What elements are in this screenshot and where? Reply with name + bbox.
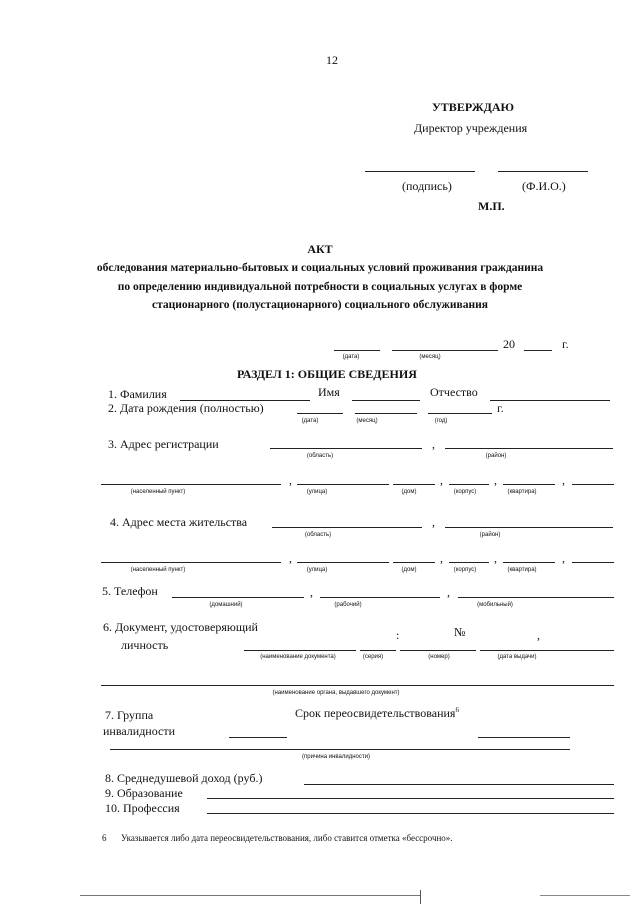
profession-field[interactable] xyxy=(207,813,614,814)
document-issue-date-caption: (дата выдачи) xyxy=(497,654,537,660)
phone-work-field[interactable] xyxy=(320,597,440,598)
document-number-field[interactable] xyxy=(400,650,476,651)
phone-home-field[interactable] xyxy=(172,597,304,598)
live-house-field[interactable] xyxy=(393,562,435,563)
act-year-suffix: г. xyxy=(562,337,569,351)
act-day-line[interactable] xyxy=(334,350,380,351)
surname-label: 1. Фамилия xyxy=(108,387,167,401)
reg-apartment-caption: (квартира) xyxy=(507,489,537,495)
approve-heading: УТВЕРЖДАЮ xyxy=(432,100,515,114)
act-year-line[interactable] xyxy=(524,350,552,351)
phone-work-caption: (рабочий) xyxy=(334,602,362,608)
signature-line[interactable] xyxy=(365,171,475,172)
live-region-caption: (область) xyxy=(304,532,332,538)
stamp-label: М.П. xyxy=(478,199,505,213)
act-day-caption: (дата) xyxy=(342,354,360,360)
reg-comma-2: , xyxy=(289,473,292,487)
live-locality-caption: (населенный пункт) xyxy=(130,567,186,573)
reg-locality-field[interactable] xyxy=(101,484,281,485)
phone-label: 5. Телефон xyxy=(102,584,158,598)
live-building-field[interactable] xyxy=(449,562,489,563)
page-number: 12 xyxy=(326,53,338,67)
director-label: Директор учреждения xyxy=(414,121,528,135)
reg-street-caption: (улица) xyxy=(306,489,328,495)
act-title: АКТ xyxy=(307,242,333,256)
reg-locality-caption: (населенный пункт) xyxy=(130,489,186,495)
document-issuer-field[interactable] xyxy=(101,685,614,686)
phone-comma-1: , xyxy=(310,585,313,599)
reg-region-caption: (область) xyxy=(306,453,334,459)
phone-mobile-caption: (мобильный) xyxy=(477,602,513,608)
live-comma-2: , xyxy=(289,551,292,565)
reexam-label: Срок переосвидетельствования$^6$ xyxy=(295,706,459,720)
document-name-field[interactable] xyxy=(244,650,356,651)
birth-month-caption: (месяц) xyxy=(356,418,378,424)
footnote-number: 6 xyxy=(102,833,107,843)
document-name-caption: (наименование документа) xyxy=(260,654,336,660)
birth-date-label: 2. Дата рождения (полностью) xyxy=(108,401,264,415)
reg-extra-field[interactable] xyxy=(572,484,614,485)
disability-reason-caption: (причина инвалидности) xyxy=(302,754,370,760)
live-street-caption: (улица) xyxy=(306,567,328,573)
document-issuer-caption: (наименование органа, выдавшего документ) xyxy=(272,690,400,696)
document-series-caption: (серия) xyxy=(362,654,384,660)
profession-label: 10. Профессия xyxy=(105,801,180,815)
live-region-field[interactable] xyxy=(272,527,422,528)
disability-group-label-line-1: 7. Группа xyxy=(105,708,154,722)
patronymic-label: Отчество xyxy=(430,385,478,399)
reg-comma-4: , xyxy=(494,473,497,487)
signature-caption: (подпись) xyxy=(402,179,452,193)
document-issue-date-field[interactable] xyxy=(480,650,614,651)
phone-home-caption: (домашний) xyxy=(209,602,243,608)
document-number-sign: № xyxy=(454,625,466,639)
live-house-caption: (дом) xyxy=(401,567,417,573)
reg-district-field[interactable] xyxy=(445,448,613,449)
reg-street-field[interactable] xyxy=(297,484,389,485)
reg-address-label: 3. Адрес регистрации xyxy=(108,437,219,451)
act-month-line[interactable] xyxy=(392,350,498,351)
birth-year-field[interactable] xyxy=(428,413,492,414)
document-number-caption: (номер) xyxy=(428,654,450,660)
education-label: 9. Образование xyxy=(105,786,183,800)
document-label-line-1: 6. Документ, удостоверяющий xyxy=(103,620,258,634)
act-subtitle-line-1: обследования материально-бытовых и социальных условий проживания гражданина xyxy=(96,262,544,274)
name-field[interactable] xyxy=(352,400,420,401)
live-district-caption: (район) xyxy=(479,532,501,538)
reg-comma-3: , xyxy=(440,473,443,487)
birth-year-suffix: г. xyxy=(497,401,504,415)
live-street-field[interactable] xyxy=(297,562,389,563)
live-comma-4: , xyxy=(494,551,497,565)
reg-building-caption: (корпус) xyxy=(453,489,477,495)
live-comma-1: , xyxy=(432,515,435,529)
disability-reason-field[interactable] xyxy=(110,749,570,750)
reg-house-field[interactable] xyxy=(393,484,435,485)
birth-year-caption: (год) xyxy=(434,418,448,424)
document-label-line-2: личность xyxy=(121,638,169,652)
phone-comma-2: , xyxy=(447,585,450,599)
live-locality-field[interactable] xyxy=(101,562,281,563)
document-comma: , xyxy=(537,628,540,642)
live-comma-3: , xyxy=(440,551,443,565)
footnote-ref: 6 xyxy=(455,706,459,714)
reg-comma-1: , xyxy=(432,437,435,451)
live-comma-5: , xyxy=(562,551,565,565)
name-label: Имя xyxy=(318,385,340,399)
birth-day-field[interactable] xyxy=(297,413,343,414)
birth-day-caption: (дата) xyxy=(301,418,319,424)
reg-house-caption: (дом) xyxy=(401,489,417,495)
live-building-caption: (корпус) xyxy=(453,567,477,573)
live-extra-field[interactable] xyxy=(572,562,614,563)
section-title: РАЗДЕЛ 1: ОБЩИЕ СВЕДЕНИЯ xyxy=(237,367,417,381)
phone-mobile-field[interactable] xyxy=(458,597,614,598)
reg-region-field[interactable] xyxy=(270,448,422,449)
document-colon: : xyxy=(396,628,400,642)
disability-group-label-line-2: инвалидности xyxy=(103,724,176,738)
reg-district-caption: (район) xyxy=(485,453,507,459)
disability-group-field[interactable] xyxy=(229,737,287,738)
footnote-text: Указывается либо дата переосвидетельствования, либо ставится отметка «бессрочно». xyxy=(121,833,453,843)
scan-edge-mark xyxy=(420,890,421,904)
income-field[interactable] xyxy=(304,784,614,785)
reg-building-field[interactable] xyxy=(449,484,489,485)
document-series-field[interactable] xyxy=(360,650,396,651)
fio-line[interactable] xyxy=(498,171,588,172)
income-label: 8. Среднедушевой доход (руб.) xyxy=(105,771,263,785)
scan-edge-line-right xyxy=(540,895,630,896)
act-month-caption: (месяц) xyxy=(419,354,441,360)
scan-edge-line xyxy=(80,895,420,896)
fio-caption: (Ф.И.О.) xyxy=(522,179,566,193)
live-address-label: 4. Адрес места жительства xyxy=(110,515,248,529)
reg-comma-5: , xyxy=(562,473,565,487)
education-field[interactable] xyxy=(207,798,614,799)
reg-apartment-field[interactable] xyxy=(503,484,555,485)
live-apartment-caption: (квартира) xyxy=(507,567,537,573)
live-apartment-field[interactable] xyxy=(503,562,555,563)
act-subtitle-line-3: стационарного (полустационарного) социального обслуживания xyxy=(152,299,488,311)
act-year-prefix: 20 xyxy=(503,337,515,351)
live-district-field[interactable] xyxy=(445,527,613,528)
reexam-field[interactable] xyxy=(478,737,570,738)
act-subtitle-line-2: по определению индивидуальной потребности в социальных услугах в форме xyxy=(117,281,523,293)
patronymic-field[interactable] xyxy=(490,400,610,401)
birth-month-field[interactable] xyxy=(355,413,417,414)
